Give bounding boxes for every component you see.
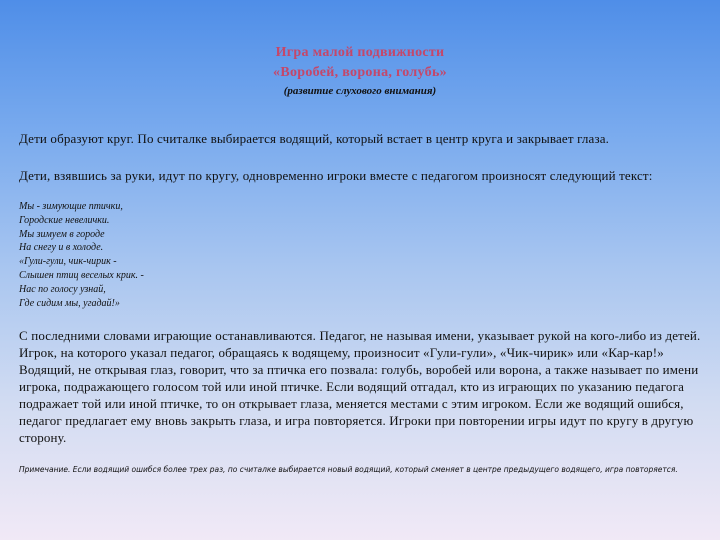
poem-line: На снегу и в холоде. bbox=[19, 242, 104, 254]
game-purpose: (развитие слухового внимания) bbox=[283, 85, 437, 97]
poem-line: Мы - зимующие птички, bbox=[19, 201, 123, 212]
poem-line: Городские невелички. bbox=[19, 214, 110, 226]
poem-line: Мы зимуем в городе bbox=[19, 228, 105, 240]
game-title: Игра малой подвижности bbox=[275, 45, 445, 60]
note: Примечание. Если водящий ошибся более трех раз, по считалке выбирается новый водящий, который сменяет в центре предыдущего водящего, игра повторяется. bbox=[19, 465, 678, 474]
poem-line: Слышен птиц веселых крик. - bbox=[19, 269, 144, 281]
paragraph-rules: С последними словами играющие останавливаются. Педагог, не называя имени, указывает рукой на кого-либо из детей. Игрок, на которого указал педагог, обращаясь к водящему, произносит «Гули-гули», «Чик-чирик» или «Кар-кар!» Водящий, не открывая глаз, говорит, что за птичка его позвала: голубь, воробей или ворона, а также называет по имени игрока, подражающего голосом той или иной птичке. Если водящий отгадал, кто из играющих по указанию педагога подражает той или иной птичке, то он открывает глаза, меняется местами с этим игроком. Если же водящий ошибся, педагог предлагает ему вновь закрыть глаза, и игра повторяется. Игроки при повторении игры идут по кругу в другую сторону. bbox=[19, 328, 701, 445]
title-block bbox=[0, 43, 720, 99]
paragraph-movement: Дети, взявшись за руки, идут по кругу, одновременно игроки вместе с педагогом произносят следующий текст: bbox=[19, 168, 653, 183]
poem-line: Нас по голосу узнай, bbox=[19, 283, 106, 295]
game-name: «Воробей, ворона, голубь» bbox=[273, 65, 447, 80]
poem bbox=[19, 200, 419, 310]
poem-line: «Гули-гули, чик-чирик - bbox=[19, 256, 117, 268]
paragraph-setup: Дети образуют круг. По считалке выбирается водящий, который встает в центр круга и закрывает глаза. bbox=[19, 131, 610, 146]
poem-line: Где сидим мы, угадай!» bbox=[19, 297, 120, 309]
